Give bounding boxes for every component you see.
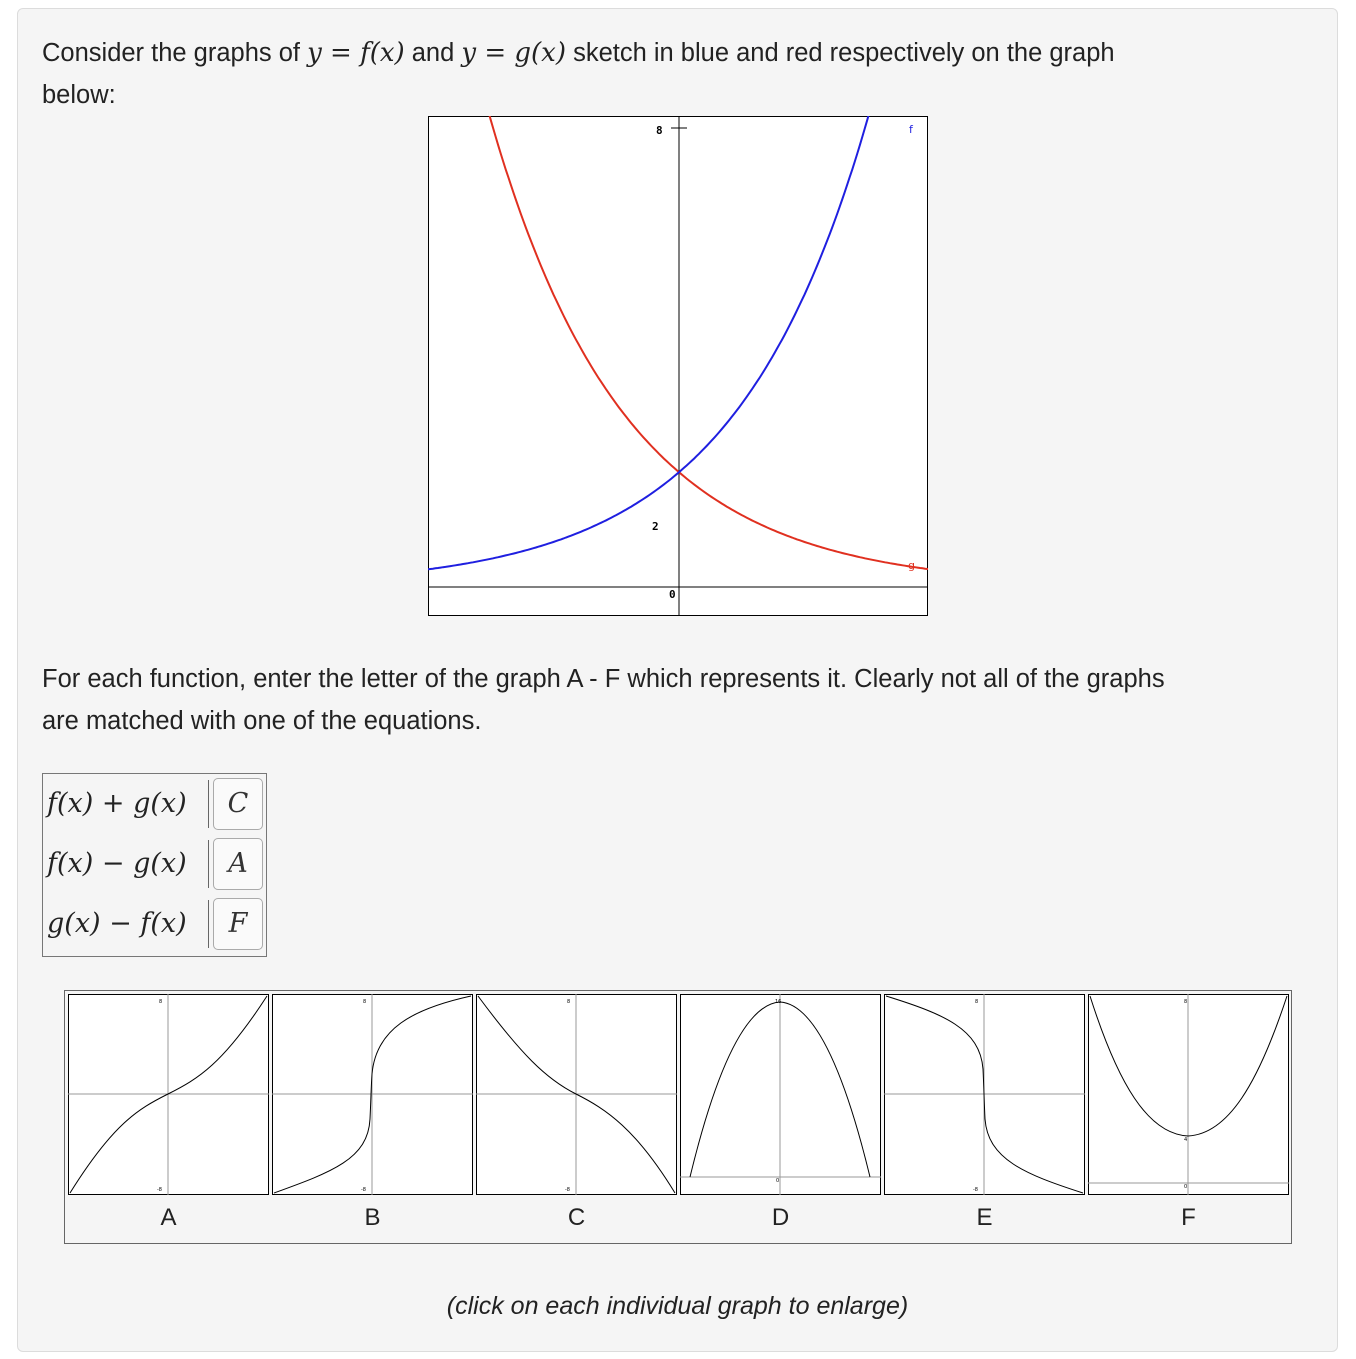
graph-d-tick-top: 16 xyxy=(775,999,782,1005)
main-graph-tick-label-origin: 0 xyxy=(669,588,676,601)
graph-c-label: C xyxy=(567,1204,586,1231)
main-graph-tick-label-top: 8 xyxy=(656,124,663,137)
instructions-line1: For each function, enter the letter of the graph A - F which represents it. Clearly not all of the graphs xyxy=(42,665,1165,693)
graph-e-label: E xyxy=(976,1204,993,1231)
matching-row-3 xyxy=(43,894,268,954)
main-graph-label-f: f xyxy=(909,123,913,136)
graph-a-tick-bottom: -8 xyxy=(157,1187,162,1193)
matching-divider-3 xyxy=(208,900,209,948)
matching-divider-1 xyxy=(208,780,209,828)
answer-input-3[interactable]: F xyxy=(213,898,263,950)
instructions-line2: are matched with one of the equations. xyxy=(42,707,482,735)
main-graph-label-g: g xyxy=(908,559,915,572)
main-graph-tick-label-mid: 2 xyxy=(652,520,659,533)
graph-a-tick-top: 8 xyxy=(159,999,163,1005)
graph-f-tick-bottom: 0 xyxy=(1184,1184,1188,1190)
matching-row-2 xyxy=(43,834,268,894)
graph-d-tick-bottom: 0 xyxy=(776,1178,780,1184)
graph-c-tick-top: 8 xyxy=(567,999,571,1005)
graph-f-tick-top: 8 xyxy=(1184,999,1188,1005)
intro-text xyxy=(42,32,1322,116)
graph-choices xyxy=(64,990,1292,1244)
graph-d-label: D xyxy=(771,1204,790,1231)
math-y-equals-g: y = g(x) xyxy=(461,38,566,68)
graph-b-tick-bottom: -8 xyxy=(361,1187,366,1193)
matching-divider-2 xyxy=(208,840,209,888)
graph-d-thumbnail[interactable] xyxy=(680,994,881,1195)
graph-f-tick-mid: 4 xyxy=(1184,1137,1188,1143)
graph-a-label: A xyxy=(160,1204,177,1231)
matching-row-1 xyxy=(43,774,268,834)
intro-part1: Consider the graphs of xyxy=(42,39,308,67)
intro-part3: sketch in blue and red respectively on the graph xyxy=(565,39,1115,67)
graph-b-label: B xyxy=(364,1204,381,1231)
matching-expression-1: f(x) + g(x) xyxy=(47,788,187,819)
main-graph-svg xyxy=(428,116,928,616)
matching-expression-2: f(x) − g(x) xyxy=(47,848,187,879)
intro-part2: and xyxy=(404,39,462,67)
graph-e-tick-bottom: -8 xyxy=(973,1187,978,1193)
graph-e-thumbnail[interactable] xyxy=(884,994,1085,1195)
main-graph xyxy=(428,116,928,616)
matching-table xyxy=(42,773,267,957)
answer-input-2[interactable]: A xyxy=(213,838,263,890)
graph-a-thumbnail[interactable] xyxy=(68,994,269,1195)
graph-e-tick-top: 8 xyxy=(975,999,979,1005)
graph-c-thumbnail[interactable] xyxy=(476,994,677,1195)
graph-f-thumbnail[interactable] xyxy=(1088,994,1289,1195)
instructions-text xyxy=(42,658,1322,742)
matching-expression-3: g(x) − f(x) xyxy=(47,908,187,939)
graph-b-thumbnail[interactable] xyxy=(272,994,473,1195)
graph-c-tick-bottom: -8 xyxy=(565,1187,570,1193)
enlarge-note: (click on each individual graph to enlarge) xyxy=(446,1292,909,1320)
graph-f-label: F xyxy=(1181,1204,1196,1231)
main-graph-frame xyxy=(429,117,928,616)
answer-input-1[interactable]: C xyxy=(213,778,263,830)
graph-b-tick-top: 8 xyxy=(363,999,367,1005)
intro-part4: below: xyxy=(42,81,116,109)
math-y-equals-f: y = f(x) xyxy=(307,38,405,68)
